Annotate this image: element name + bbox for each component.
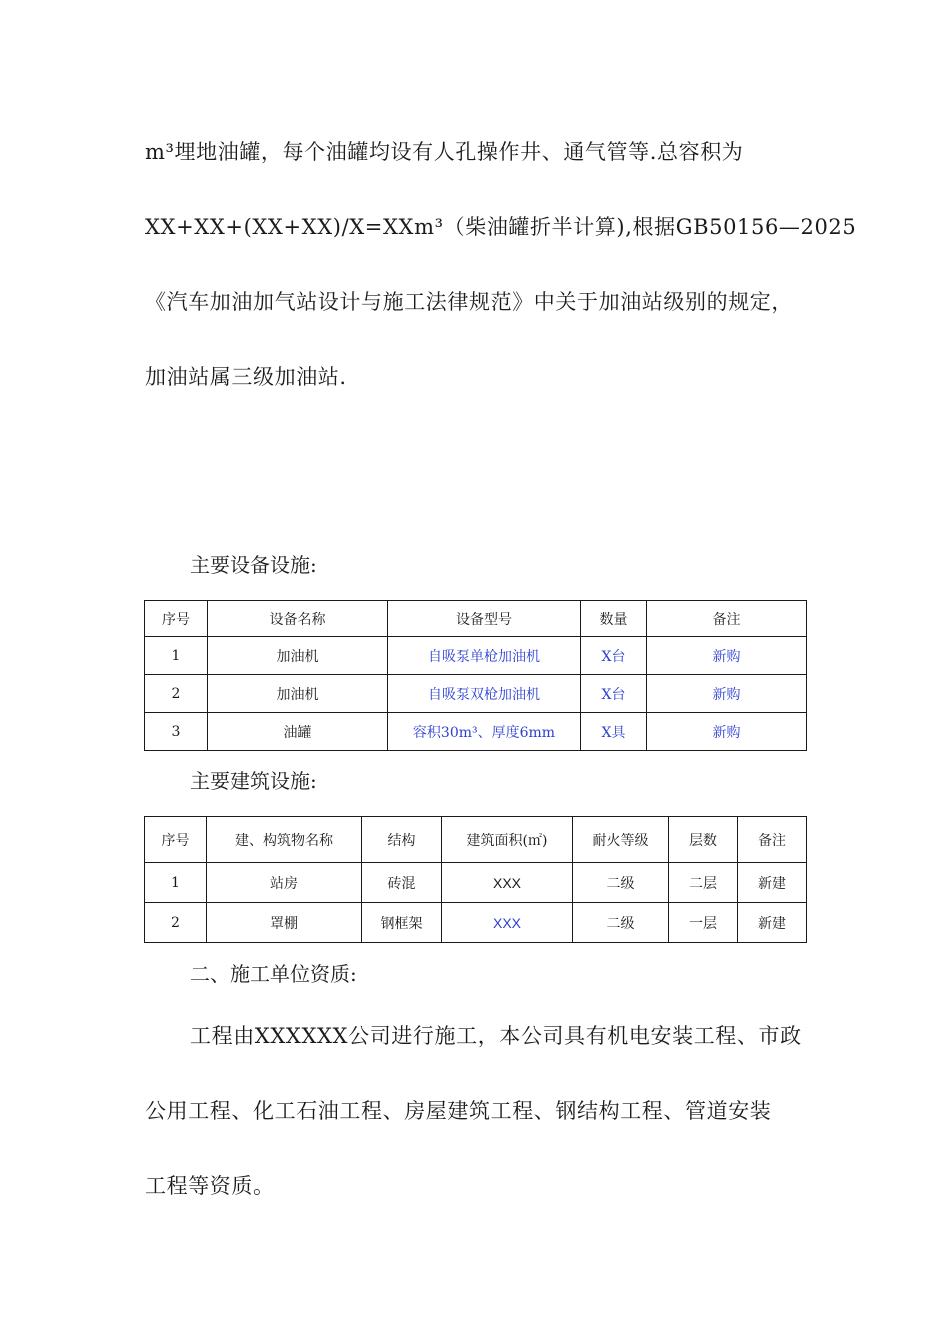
table-row [145,637,807,675]
header-cell: 建筑面积(㎡) [442,817,573,863]
header-cell: 备注 [647,601,807,637]
table-cell: 加油机 [208,637,388,675]
equipment-table [144,600,807,751]
header-cell: 序号 [145,817,207,863]
text-line: 工程由XXXXXX公司进行施工，本公司具有机电安装工程、市政 [190,1024,802,1048]
header-cell: 序号 [145,601,208,637]
table-cell: 新购 [647,637,807,675]
table-cell: 新建 [738,903,807,943]
table-cell: 一层 [669,903,738,943]
table-cell: 1 [145,637,208,675]
table-cell: 自吸泵单枪加油机 [388,637,581,675]
table-row [145,863,807,903]
table-cell: 新建 [738,863,807,903]
table-header-row [145,601,807,637]
buildings-table [144,816,807,943]
table-cell: 钢框架 [362,903,442,943]
header-cell: 设备名称 [208,601,388,637]
text-line: 加油站属三级加油站. [145,365,347,389]
table-row [145,713,807,751]
table-cell: 油罐 [208,713,388,751]
table-cell: 容积30m³、厚度6mm [388,713,581,751]
table-cell: 新购 [647,675,807,713]
table-cell: 砖混 [362,863,442,903]
table-cell: X具 [581,713,647,751]
table-cell: 站房 [207,863,362,903]
header-cell: 数量 [581,601,647,637]
text-line: 公用工程、化工石油工程、房屋建筑工程、钢结构工程、管道安装 [145,1099,772,1123]
header-cell: 建、构筑物名称 [207,817,362,863]
text-line: XX+XX+(XX+XX)/X=XXm³（柴油罐折半计算),根据GB50156—2025 [145,215,857,239]
header-cell: 设备型号 [388,601,581,637]
table-cell: 二级 [573,863,669,903]
header-cell: 层数 [669,817,738,863]
equipment-caption: 主要设备设施: [190,553,317,577]
table-cell: XXX [442,863,573,903]
table-cell: X台 [581,637,647,675]
table-cell: 3 [145,713,208,751]
table-cell: 1 [145,863,207,903]
section2-heading: 二、施工单位资质: [190,962,357,986]
table-cell: XXX [442,903,573,943]
table-cell: 罩棚 [207,903,362,943]
table-cell: 2 [145,675,208,713]
buildings-caption: 主要建筑设施: [190,769,317,793]
table-cell: X台 [581,675,647,713]
text-line: 《汽车加油加气站设计与施工法律规范》中关于加油站级别的规定， [145,290,793,314]
table-cell: 二层 [669,863,738,903]
text-line: m³埋地油罐，每个油罐均设有人孔操作井、通气管等.总容积为 [145,140,744,164]
table-cell: 新购 [647,713,807,751]
table-cell: 二级 [573,903,669,943]
header-cell: 结构 [362,817,442,863]
table-header-row [145,817,807,863]
table-cell: 自吸泵双枪加油机 [388,675,581,713]
header-cell: 备注 [738,817,807,863]
header-cell: 耐火等级 [573,817,669,863]
table-row [145,903,807,943]
table-row [145,675,807,713]
table-cell: 2 [145,903,207,943]
text-line: 工程等资质。 [145,1174,275,1198]
table-cell: 加油机 [208,675,388,713]
